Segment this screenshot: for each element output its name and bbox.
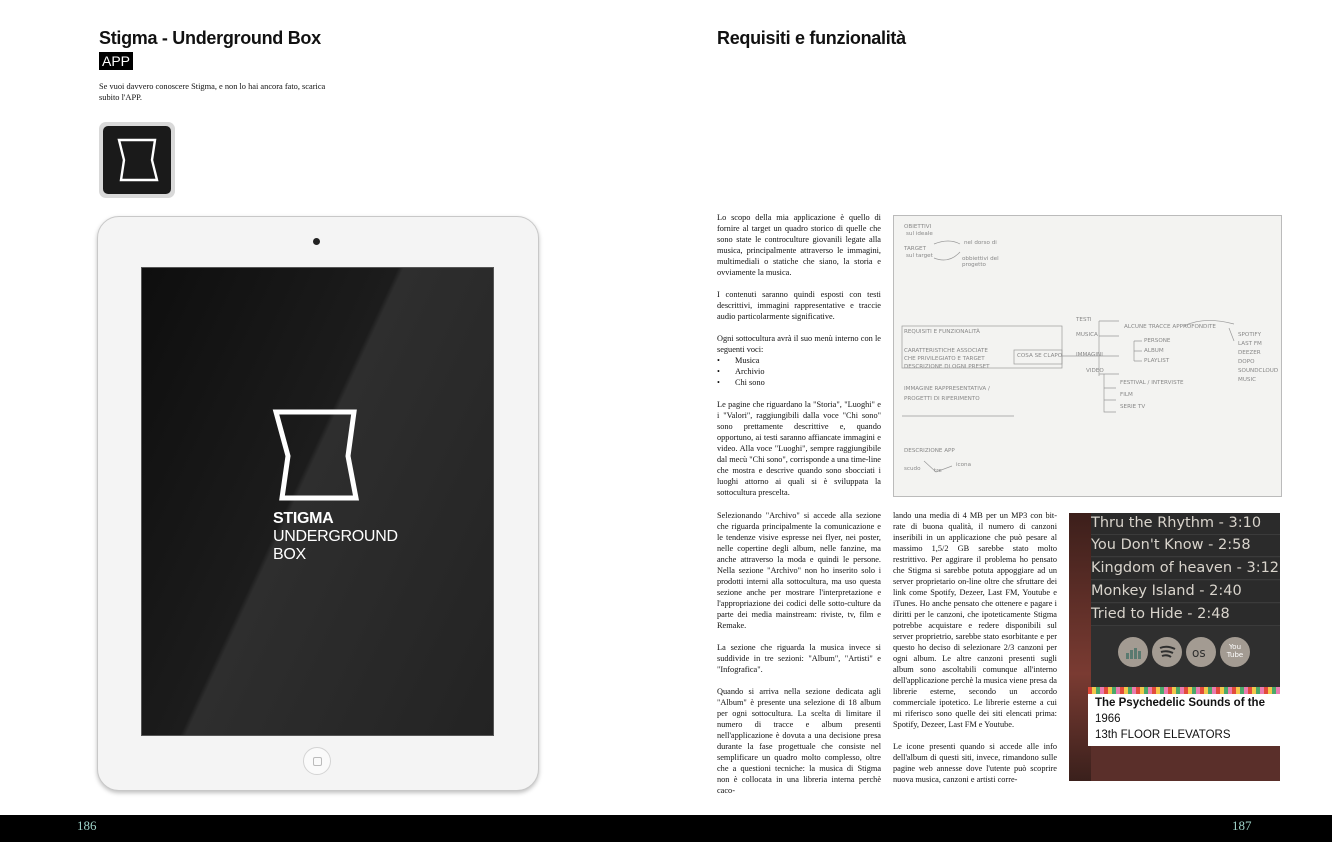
paragraph: Selezionando "Archivo" si accede alla sezione che riguarda principalmente la comunicazione e le tendenze visive espresse nei flyer, nei poster, nelle copertine degli album, nelle fanzine, ma anche attraverso la moda e quindi le persone. Nella sezione "Archivo" non ho inserito solo i prodotti interni alla sottocultura, ma uso questa sezione anche per mostrare l'interpretazione e l'appropriazione dei codici delle sotto-culture da parte dei media mainstream: riviste, tv, film e Remake.	[717, 511, 881, 630]
track-item[interactable]: You Don't Know - 2:58	[1091, 535, 1280, 557]
paragraph: I contenuti saranno quindi esposti con testi descrittivi, immagini rappresentative e traccie audio particolarmente significative.	[717, 290, 881, 321]
svg-text:os: os	[1192, 646, 1206, 660]
sketch-note: ALBUM	[1144, 348, 1164, 354]
left-page-title: Stigma - Underground Box	[99, 28, 321, 48]
playlist-screenshot	[1069, 513, 1280, 781]
album-title: The Psychedelic Sounds of the	[1095, 697, 1265, 709]
sketch-note: MUSICA	[1076, 332, 1098, 338]
column-1-top	[717, 212, 881, 509]
sketch-note: SPOTIFY	[1238, 332, 1262, 338]
page-number-left: 186	[77, 818, 97, 833]
album-year: 1966	[1095, 713, 1121, 725]
sketch-note: sul ideale	[906, 231, 933, 237]
deezer-icon[interactable]	[1118, 637, 1148, 667]
sketch-note: CARATTERISTICHE ASSOCIATE	[904, 348, 988, 354]
sketch-note: DOPO	[1238, 359, 1255, 365]
sketch-note: icona	[956, 462, 972, 468]
sketch-note: DESCRIZIONE DI OGNI PRESET	[904, 364, 990, 370]
ipad-screen	[141, 267, 494, 736]
track-item[interactable]: Monkey Island - 2:40	[1091, 581, 1280, 603]
list-item: • Chi sono	[717, 377, 881, 388]
track-item[interactable]: Kingdom of heaven - 3:12	[1091, 558, 1280, 580]
column-2	[893, 510, 1057, 796]
paragraph: Quando si arriva nella sezione dedicata agli "Album" è presente una selezione di 18 album per ogni sottocultura. La scelta di limitare il numero di tracce e album presenti nell'applicazione è dovuta a una decisione presa durante la fase progettuale che consiste nel semplificare un quadro molto complesso, oltre che a questioni tecniche: la musica di Stigma non è collocata in una libreria interna perchè caco-	[717, 687, 881, 795]
sketch-note: ALCUNE TRACCE APPROFONDITE	[1124, 324, 1216, 330]
paragraph: Lo scopo della mia applicazione è quello di fornire al target un quadro storico di quelle che sono state le controculture giovanili legate alla musica, principalmente attraverso le immagini, multimediali o statiche che siano, la storia e ovviamente la musica.	[717, 213, 881, 277]
page-footer	[0, 815, 1332, 842]
sketch-image	[893, 215, 1282, 497]
ipad-camera	[313, 238, 320, 245]
app-badge: APP	[99, 52, 133, 70]
stigma-logo-icon	[103, 126, 171, 194]
screen-logo-line-3: BOX	[273, 546, 306, 563]
sketch-note: IMMAGINE RAPPRESENTATIVA /	[904, 386, 990, 392]
intro-text: Se vuoi davvero conoscere Stigma, e non lo hai ancora fato, scarica subito l'APP.	[99, 82, 326, 102]
sketch-note: COSA SE CLAPO	[1017, 353, 1063, 359]
sketch-note: VIDEO	[1086, 368, 1104, 374]
sketch-note: IMMAGINI	[1076, 352, 1103, 358]
sketch-note: DESCRIZIONE APP	[904, 448, 955, 454]
sketch-note: FESTIVAL / INTERVISTE	[1120, 380, 1184, 386]
ipad-home-button[interactable]	[303, 747, 331, 775]
app-icon[interactable]	[99, 122, 175, 198]
sketch-note: PERSONE	[1144, 338, 1171, 344]
paragraph: Le icone presenti quando si accede alle info dell'album di questi siti, invece, rimandono sulle pagine web annesse dove l'utente può scoprire nuova musica, canzoni e artisti corre-	[893, 742, 1057, 784]
page-number-right: 187	[1232, 818, 1252, 833]
sketch-note: LAST FM	[1238, 341, 1262, 347]
sketch-note: sul target	[906, 253, 933, 259]
screen-logo-line-1: STIGMA	[273, 510, 334, 527]
album-info[interactable]	[1088, 694, 1280, 746]
sketch-note: FILM	[1120, 392, 1133, 398]
paragraph: Le pagine che riguardano la "Storia", "Luoghi" e i "Valori", raggiungibili dalla voce "Chi sono" sono prettamente descrittive e, quando opportuno, ai testi saranno affiancate immagini e video. Alla voce "Luoghi", sempre raggiungibile dal mecù "Chi sono", corrisponde a una time-line che mostra e descrive quando sono sbocciati i luoghi attorno ai quali si è sviluppata la sottocultura prescelta.	[717, 400, 881, 497]
paragraph: lando una media di 4 MB per un MP3 con bit-rate di buona qualità, il numero di canzoni inseribili in un applicazione che può pesare al massimo 1,5/2 GB sarebbe stato molto restrittivo. Per aggirare il problema ho pensato che Stigma si sarebbe potuta appoggiare ad un server proprietario on-line oltre che sfruttare dei link come Spotify, Dezeer, Last FM, Youtube e iTunes. Ho anche pensato che ottenere e pagare i diritti per le canzoni, che ipoteticamente Stigma potrebbe acquistare e redere disponibili sul server proprietrio, sarebbe stato esorbitante e per questo ho deciso di selezionare 2/3 canzoni per ogni album. Le altre canzoni presenti sugli album sono ascoltabili comunque all'interno dell'applicazione perchè la musica viene presa da librerie esterne, secondo un accordo commerciale ipotetico. Le librerie esterne a cui mi riferisco sono quelle dei siti elencati prima: Spotify, Dezeer, Last FM e Youtube.	[893, 511, 1057, 729]
sketch-note: PLAYLIST	[1144, 358, 1170, 364]
youtube-icon[interactable]	[1220, 637, 1250, 667]
sketch-note: SERIE TV	[1120, 404, 1146, 410]
paragraph: La sezione che riguarda la musica invece si suddivide in tre sezioni: "Album", "Artisti" e "Infografica".	[717, 643, 881, 674]
sketch-note: DEEZER	[1238, 350, 1261, 356]
menu-list	[717, 355, 881, 388]
youtube-label: Tube	[1226, 651, 1244, 659]
paragraph: Ogni sottocultura avrà il suo menù interno con le seguenti voci:	[717, 334, 881, 354]
sketch-note: tre	[934, 468, 942, 474]
track-item[interactable]: Tried to Hide - 2:48	[1091, 604, 1280, 626]
spotify-icon[interactable]	[1152, 637, 1182, 667]
sketch-note: OBIETTIVI	[904, 224, 932, 230]
sketch-note: PROGETTI DI RIFERIMENTO	[904, 396, 980, 402]
lastfm-icon[interactable]	[1186, 637, 1216, 667]
screen-logo-line-2: UNDERGROUND	[273, 528, 398, 545]
track-item[interactable]: Thru the Rhythm - 3:10	[1091, 513, 1280, 535]
sketch-note: scudo	[904, 466, 921, 472]
sketch-note: SOUNDCLOUD	[1238, 368, 1279, 374]
sketch-note: obbiettivi del progetto	[962, 256, 999, 268]
right-page-title: Requisiti e funzionalità	[717, 28, 906, 48]
sketch-note: nel dorso di	[964, 240, 997, 246]
sketch-note: TESTI	[1076, 317, 1092, 323]
sketch-note: REQUISITI E FUNZIONALITÀ	[904, 329, 980, 335]
youtube-label: You	[1228, 643, 1242, 651]
album-artist: 13th FLOOR ELEVATORS	[1095, 729, 1231, 741]
column-1-bottom	[717, 510, 881, 807]
sketch-note: MUSIC	[1238, 377, 1257, 383]
sketch-note: CHE PRIVILEGIATO E TARGET	[904, 356, 985, 362]
stigma-screen-logo-icon	[272, 408, 362, 504]
list-item: • Musica	[717, 355, 881, 366]
list-item: • Archivio	[717, 366, 881, 377]
sketch-note: TARGET	[904, 246, 926, 252]
